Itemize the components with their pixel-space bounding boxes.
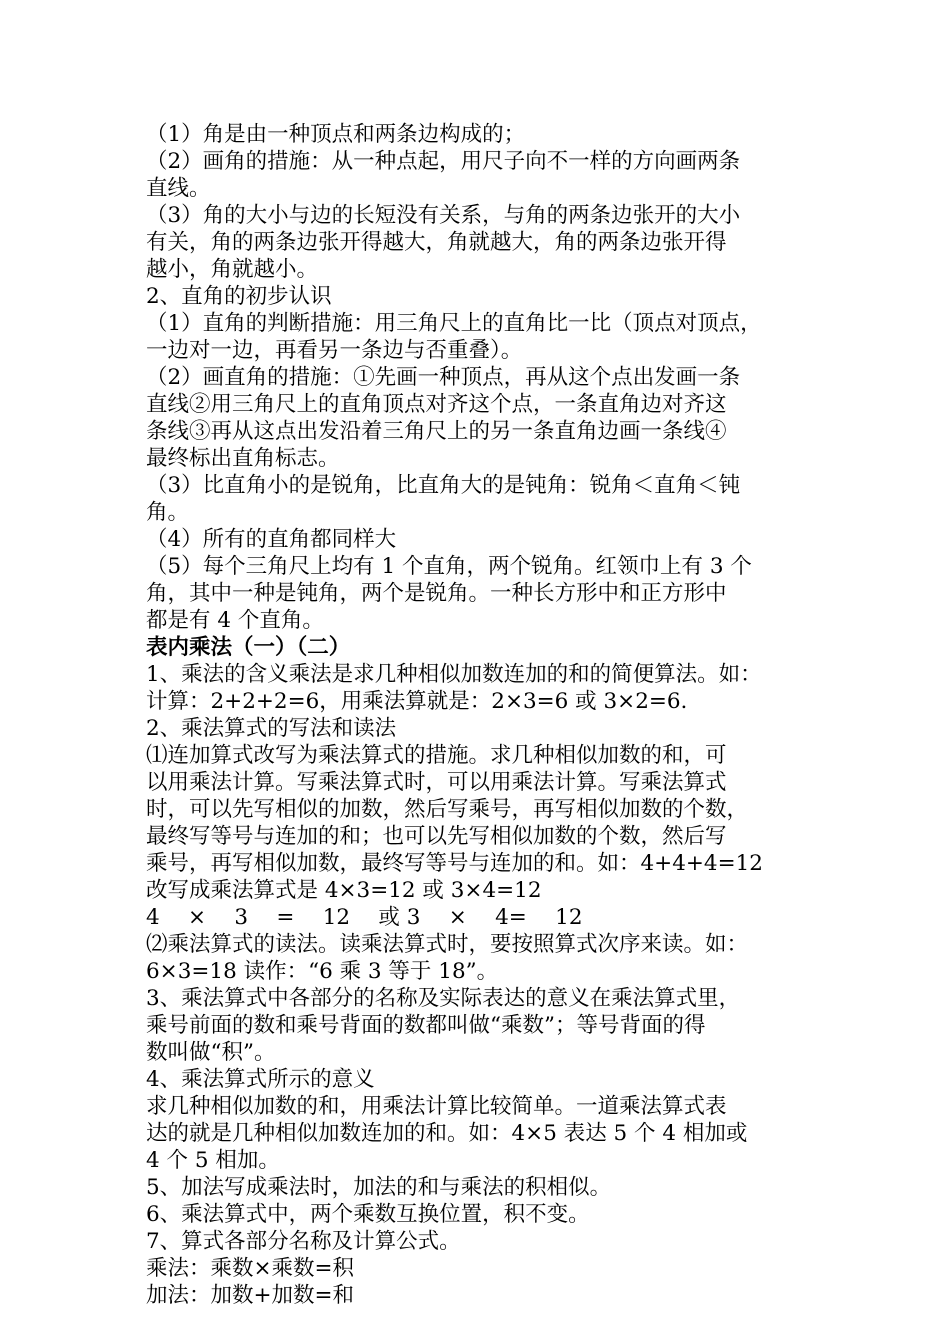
text-line: ⑵乘法算式的读法。读乘法算式时，要按照算式次序来读。如： bbox=[146, 932, 749, 957]
text-line: 乘号前面的数和乘号背面的数都叫做“乘数”；等号背面的得 bbox=[146, 1013, 706, 1038]
text-line: 时，可以先写相似的加数，然后写乘号，再写相似加数的个数， bbox=[146, 797, 749, 822]
text-line: 5、加法写成乘法时，加法的和与乘法的积相似。 bbox=[146, 1175, 612, 1200]
text-line: 达的就是几种相似加数连加的和。如：4×5 表达 5 个 4 相加或 bbox=[146, 1121, 748, 1146]
text-line: 改写成乘法算式是 4×3=12 或 3×4=12 bbox=[146, 878, 542, 903]
text-line: 1、乘法的含义乘法是求几种相似加数连加的和的简便算法。如： bbox=[146, 662, 762, 687]
text-line: 数叫做“积”。 bbox=[146, 1040, 276, 1065]
text-line: （2）画直角的措施：①先画一种顶点，再从这个点出发画一条 bbox=[146, 365, 741, 390]
text-line: 4 个 5 相加。 bbox=[146, 1148, 280, 1173]
text-line: （3）比直角小的是锐角，比直角大的是钝角：锐角＜直角＜钝 bbox=[146, 473, 741, 498]
text-line: 7、算式各部分名称及计算公式。 bbox=[146, 1229, 461, 1254]
text-line: 6×3=18 读作：“6 乘 3 等于 18”。 bbox=[146, 959, 499, 984]
text-line: 直线。 bbox=[146, 176, 211, 201]
text-line: 乘号，再写相似加数，最终写等号与连加的和。如：4+4+4=12 bbox=[146, 851, 763, 876]
text-line: （2）画角的措施：从一种点起，用尺子向不一样的方向画两条 bbox=[146, 149, 741, 174]
text-line: 角。 bbox=[146, 500, 190, 525]
text-line: 3、乘法算式中各部分的名称及实际表达的意义在乘法算式里， bbox=[146, 986, 741, 1011]
text-line: 最终标出直角标志。 bbox=[146, 446, 340, 471]
text-line: 4 × 3 = 12 或 3 × 4= 12 bbox=[146, 905, 583, 930]
text-line: 有关，角的两条边张开得越大，角就越大，角的两条边张开得 bbox=[146, 230, 727, 255]
document-body bbox=[146, 121, 826, 1309]
text-line: （4）所有的直角都同样大 bbox=[146, 527, 397, 552]
text-line: ⑴连加算式改写为乘法算式的措施。求几种相似加数的和，可 bbox=[146, 743, 727, 768]
text-line: 直线②用三角尺上的直角顶点对齐这个点，一条直角边对齐这 bbox=[146, 392, 727, 417]
text-line: 角，其中一种是钝角，两个是锐角。一种长方形中和正方形中 bbox=[146, 581, 727, 606]
text-line: 计算：2+2+2=6，用乘法算就是：2×3=6 或 3×2=6. bbox=[146, 689, 688, 714]
text-line: 求几种相似加数的和，用乘法计算比较简单。一道乘法算式表 bbox=[146, 1094, 727, 1119]
text-line: 都是有 4 个直角。 bbox=[146, 608, 324, 633]
text-line: （1）角是由一种顶点和两条边构成的； bbox=[146, 122, 526, 147]
text-line: 加法：加数+加数=和 bbox=[146, 1283, 355, 1308]
text-line: 4、乘法算式所示的意义 bbox=[146, 1067, 375, 1092]
text-line: 一边对一边，再看另一条边与否重叠）。 bbox=[146, 338, 523, 363]
text-line: 最终写等号与连加的和；也可以先写相似加数的个数，然后写 bbox=[146, 824, 727, 849]
text-line: （5）每个三角尺上均有 1 个直角，两个锐角。红领巾上有 3 个 bbox=[146, 554, 752, 579]
text-line: 6、乘法算式中，两个乘数互换位置，积不变。 bbox=[146, 1202, 590, 1227]
text-line: （1）直角的判断措施：用三角尺上的直角比一比（顶点对顶点， bbox=[146, 311, 762, 336]
text-line: 条线③再从这点出发沿着三角尺上的另一条直角边画一条线④ bbox=[146, 419, 727, 444]
section-heading: 表内乘法（一）（二） bbox=[146, 635, 351, 660]
text-line: 2、直角的初步认识 bbox=[146, 284, 332, 309]
text-line: （3）角的大小与边的长短没有关系，与角的两条边张开的大小 bbox=[146, 203, 741, 228]
text-line: 越小，角就越小。 bbox=[146, 257, 319, 282]
text-line: 以用乘法计算。写乘法算式时，可以用乘法计算。写乘法算式 bbox=[146, 770, 727, 795]
text-line: 乘法：乘数×乘数=积 bbox=[146, 1256, 355, 1281]
text-line: 2、乘法算式的写法和读法 bbox=[146, 716, 397, 741]
